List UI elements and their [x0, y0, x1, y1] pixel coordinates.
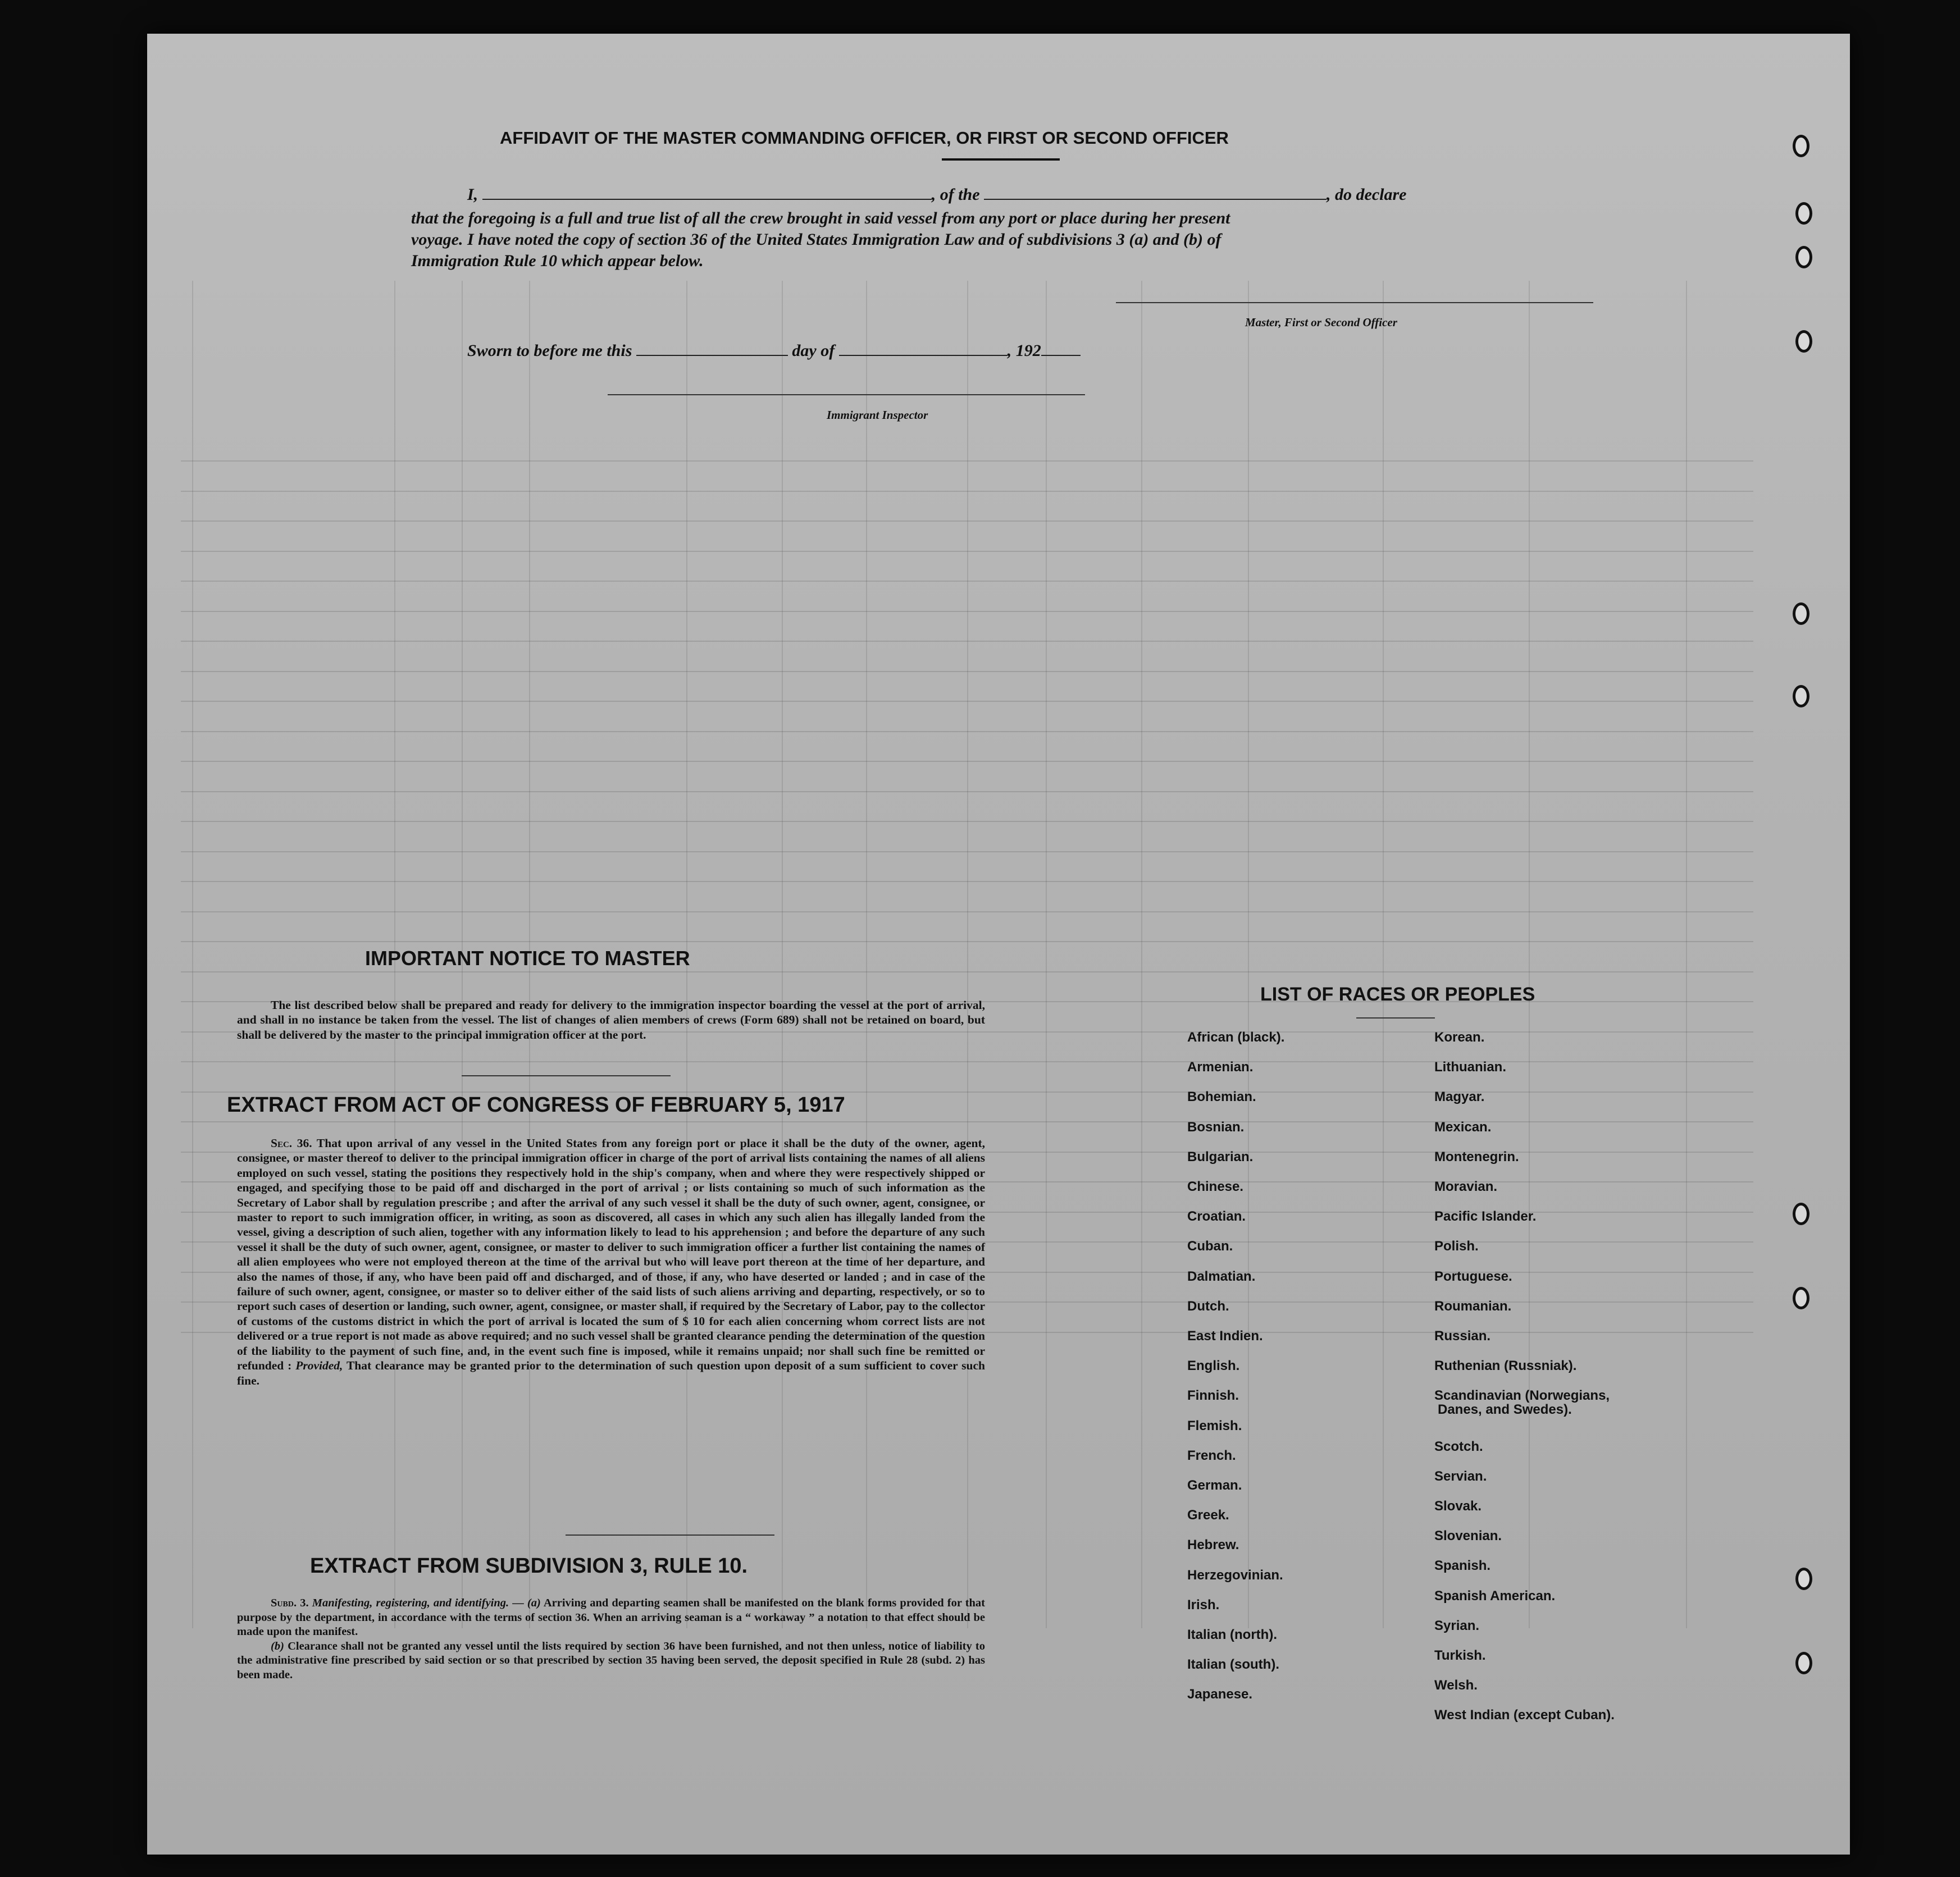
race-item: Bulgarian.	[1187, 1149, 1254, 1164]
race-item: Finnish.	[1187, 1388, 1239, 1404]
race-item: Hebrew.	[1187, 1537, 1239, 1553]
rule-title: EXTRACT FROM SUBDIVISION 3, RULE 10.	[310, 1554, 748, 1578]
race-item: East Indien.	[1187, 1328, 1263, 1344]
declare-label: , do declare	[1327, 185, 1407, 204]
name-blank[interactable]	[482, 199, 932, 200]
race-item: Scotch.	[1434, 1438, 1483, 1454]
year-prefix: , 192	[1007, 341, 1041, 360]
race-item: Lithuanian.	[1434, 1059, 1506, 1075]
affidavit-line-2: that the foregoing is a full and true list of all the crew brought in said vessel from any port or place during her present	[411, 209, 1230, 227]
punch-hole	[1793, 1287, 1809, 1309]
race-item: Greek.	[1187, 1508, 1229, 1523]
punch-hole	[1795, 246, 1812, 268]
race-item: Chinese.	[1187, 1179, 1244, 1194]
race-item: Bohemian.	[1187, 1089, 1256, 1105]
race-item: Korean.	[1434, 1030, 1485, 1045]
race-item: Danes, and Swedes).	[1438, 1402, 1572, 1418]
race-item: Dutch.	[1187, 1298, 1229, 1314]
race-item: Italian (north).	[1187, 1627, 1277, 1642]
month-blank[interactable]	[839, 355, 1008, 356]
notice-text	[237, 998, 985, 1042]
affidavit-line-1	[467, 185, 1406, 204]
punch-hole	[1795, 1652, 1812, 1674]
race-item: Mexican.	[1434, 1119, 1492, 1135]
punch-hole	[1793, 1203, 1809, 1225]
provided-text: That clearance may be granted prior to the determination of such question upon deposit of a sum sufficient to cover such fine.	[237, 1359, 986, 1387]
subd-heading: Manifesting, registering, and identifying.	[312, 1597, 509, 1609]
sworn-label: Sworn to before me this	[467, 341, 632, 360]
race-item: Slovenian.	[1434, 1528, 1502, 1544]
race-item: West Indian (except Cuban).	[1434, 1707, 1615, 1723]
race-item: Italian (south).	[1187, 1657, 1279, 1673]
day-of-label: day of	[792, 341, 835, 360]
document-page	[147, 34, 1850, 1855]
race-item: Russian.	[1434, 1328, 1491, 1344]
race-item: Cuban.	[1187, 1239, 1233, 1254]
race-item: Welsh.	[1434, 1678, 1478, 1693]
bleed-column	[192, 281, 193, 1628]
race-item: Irish.	[1187, 1597, 1220, 1613]
bleed-column	[1686, 281, 1687, 1628]
part-b-label: (b)	[271, 1639, 284, 1652]
race-item: Syrian.	[1434, 1618, 1480, 1633]
notice-divider	[462, 1075, 671, 1076]
race-item: French.	[1187, 1447, 1236, 1463]
part-b-text: Clearance shall not be granted any vessel until the lists required by section 36 have been furnished, and not then unless, notice of liability to the administrative fine prescribed by said section or so that prescribed by section 35 having been served, the deposit specified in Rule 28 (subd. 2) has been made.	[237, 1639, 985, 1681]
bleed-column	[866, 281, 867, 1628]
punch-hole	[1795, 330, 1812, 353]
bleed-column	[1529, 281, 1530, 1628]
act-title: EXTRACT FROM ACT OF CONGRESS OF FEBRUARY 5, 1917	[227, 1093, 845, 1117]
punch-hole	[1795, 1568, 1812, 1590]
subd-prefix: Subd. 3.	[271, 1597, 309, 1609]
race-item: African (black).	[1187, 1030, 1285, 1045]
of-the-label: , of the	[931, 185, 980, 204]
bleed-column	[1046, 281, 1047, 1628]
race-item: Armenian.	[1187, 1059, 1254, 1075]
section-prefix: Sec. 36.	[271, 1136, 312, 1150]
master-signature-line[interactable]	[1116, 302, 1593, 303]
race-item: Portuguese.	[1434, 1268, 1512, 1284]
races-title: LIST OF RACES OR PEOPLES	[1260, 984, 1535, 1005]
inspector-signature-label: Immigrant Inspector	[827, 408, 928, 422]
races-underline	[1356, 1017, 1435, 1019]
race-item: Scandinavian (Norwegians,	[1434, 1388, 1610, 1404]
act-divider	[566, 1535, 774, 1536]
punch-hole	[1795, 202, 1812, 225]
i-label: I,	[467, 185, 478, 204]
race-item: Pacific Islander.	[1434, 1209, 1537, 1225]
affidavit-line-4: Immigration Rule 10 which appear below.	[411, 252, 704, 270]
bleed-column	[1383, 281, 1384, 1628]
sworn-line	[467, 341, 1081, 360]
rule-text: Subd. 3. Manifesting, registering, and identifying. — (a) Arriving and departing seamen shall be manifested on the blank forms provided for that purpose by the department, in accordance with the terms of section 36. When an arriving seaman is a “ workaway ” a notation to that effect should be made upon the manifest. (b) Clearance shall not be granted any vessel until the lists required by section 36 have been furnished, and not then unless, notice of liability to the administrative fine prescribed by said section or so that prescribed by section 35 having been served, the deposit specified in Rule 28 (subd. 2) has been made.	[237, 1597, 986, 1681]
race-item: Bosnian.	[1187, 1119, 1245, 1135]
race-item: Croatian.	[1187, 1209, 1246, 1225]
bleed-column	[1141, 281, 1142, 1628]
punch-hole	[1793, 602, 1809, 625]
inspector-signature-line[interactable]	[608, 394, 1085, 395]
race-item: Moravian.	[1434, 1179, 1498, 1194]
day-blank[interactable]	[636, 355, 788, 356]
race-item: Montenegrin.	[1434, 1149, 1519, 1164]
race-item: Herzegovinian.	[1187, 1567, 1283, 1583]
part-a-label: (a)	[527, 1597, 541, 1609]
bleed-column	[782, 281, 783, 1628]
punch-hole	[1793, 685, 1809, 707]
race-item: Ruthenian (Russniak).	[1434, 1358, 1577, 1374]
master-signature-label: Master, First or Second Officer	[1245, 316, 1397, 329]
act-text	[237, 1136, 985, 1388]
race-item: Spanish.	[1434, 1558, 1491, 1574]
provided-label: Provided,	[295, 1359, 343, 1373]
race-item: Flemish.	[1187, 1418, 1242, 1433]
notice-title: IMPORTANT NOTICE TO MASTER	[365, 947, 690, 970]
race-item: English.	[1187, 1358, 1240, 1374]
race-item: Japanese.	[1187, 1687, 1253, 1702]
bleed-column	[1248, 281, 1249, 1628]
race-item: Turkish.	[1434, 1648, 1486, 1663]
vessel-blank[interactable]	[984, 199, 1327, 200]
race-item: Magyar.	[1434, 1089, 1485, 1105]
race-item: Roumanian.	[1434, 1298, 1512, 1314]
race-item: Spanish American.	[1434, 1588, 1556, 1604]
section-36-text: That upon arrival of any vessel in the United States from any foreign port or place it shall be the duty of the owner, agent, consignee, or master thereof to deliver to the principal immigration officer in charge of the port of arrival lists containing the names of all aliens employed on such vessel, stating the positions they respectively hold in the ship's company, when and where they were respectively shipped or engaged, and specifying those to be paid off and discharged in the port of arrival ; or lists containing so much of such information as the Secretary of Labor shall by regulation prescribe ; and after the arrival of any such vessel it shall be the duty of such owner, agent, consignee, or master to report to such immigration officer, in writing, as soon as discovered, all cases in which any such alien has illegally landed from the vessel, giving a description of such alien, together with any information likely to lead to his apprehension ; and before the departure of any such vessel it shall be the duty of such owner, agent, consignee, or master to deliver to such immigration officer a further list containing the names of all alien employees who were not employed thereon at the time of the arrival but who will leave port thereon at the time of her departure, and also the names of those, if any, who have been paid off and discharged, and of those, if any, who have deserted or landed ; and in case of the failure of such owner, agent, consignee, or master so to deliver either of the said lists of such aliens arriving and departing, respectively, or so to report such cases of desertion or landing, such owner, agent, consignee, or master shall, if required by the Secretary of Labor, pay to the collector of customs of the customs district in which the port of arrival is located the sum of $ 10 for each alien concerning whom correct lists are not delivered or a true report is not made as above required; and no such vessel shall be granted clearance pending the determination of the question of the liability to the payment of such fine, and, in the event such fine is imposed, while it remains unpaid; nor shall such fine be remitted or refunded :	[237, 1136, 985, 1373]
race-item: Polish.	[1434, 1239, 1479, 1254]
punch-hole	[1793, 135, 1809, 157]
part-a-text: Arriving and departing seamen shall be manifested on the blank forms provided for that purpose by the department, in accordance with the terms of section 36. When an arriving seaman is a “ workaway ” a notation to that effect should be made upon the manifest.	[237, 1597, 986, 1638]
year-blank[interactable]	[1041, 355, 1081, 356]
race-item: Dalmatian.	[1187, 1268, 1256, 1284]
race-item: German.	[1187, 1478, 1242, 1493]
title-underline	[942, 158, 1060, 161]
race-item: Slovak.	[1434, 1499, 1482, 1514]
race-item: Servian.	[1434, 1468, 1487, 1484]
bleed-column	[967, 281, 968, 1628]
notice-paragraph: The list described below shall be prepared and ready for delivery to the immigration inspector boarding the vessel at the port of arrival, and shall in no instance be taken from the vessel. The list of changes of alien members of crews (Form 689) shall not be retained on board, but shall be delivered by the master to the principal immigration officer at the port.	[237, 998, 985, 1042]
affidavit-title: AFFIDAVIT OF THE MASTER COMMANDING OFFICER, OR FIRST OR SECOND OFFICER	[500, 128, 1229, 148]
affidavit-line-3: voyage. I have noted the copy of section 36 of the United States Immigration Law and of subdivisions 3 (a) and (b) of	[411, 230, 1221, 249]
